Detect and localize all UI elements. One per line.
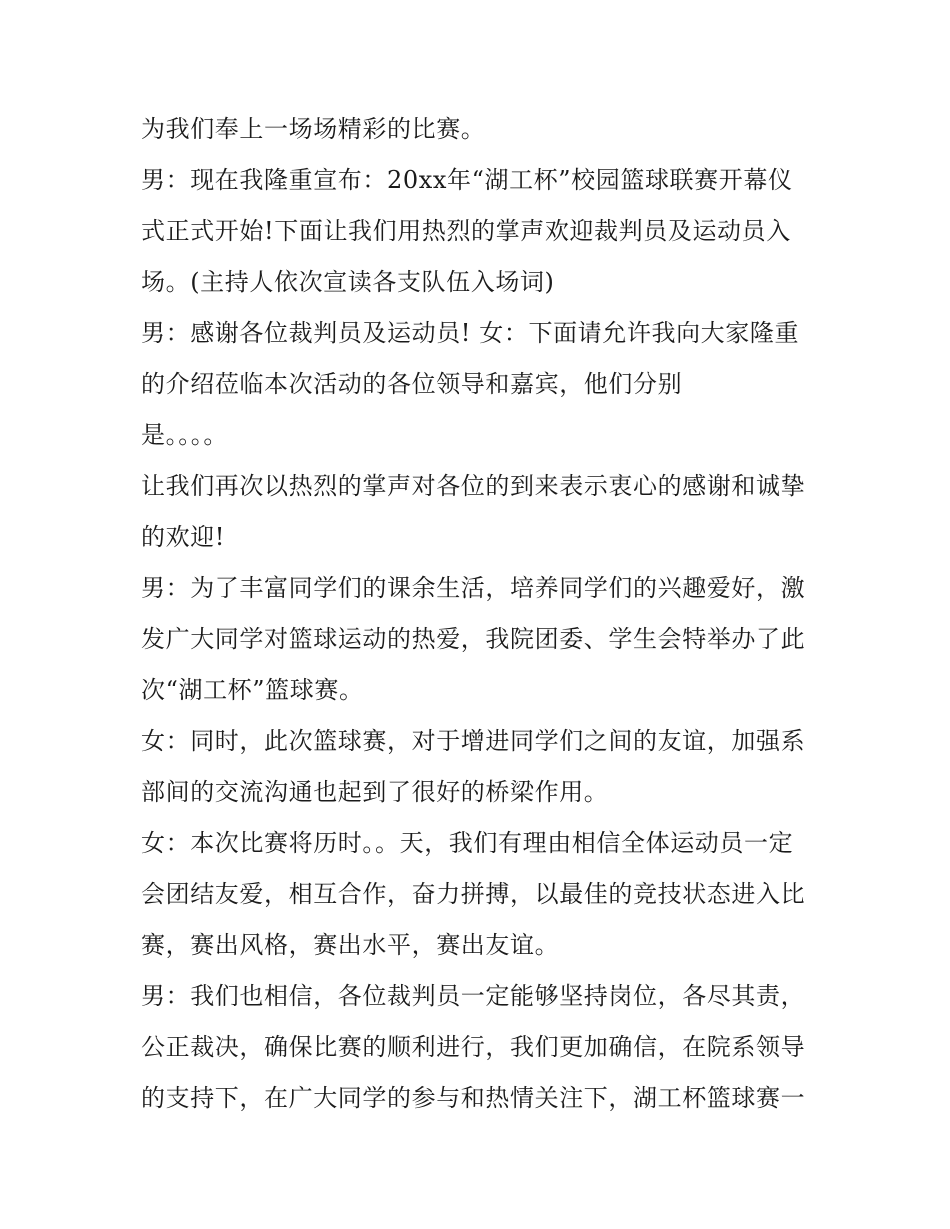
text-line: 的欢迎!: [141, 523, 226, 551]
text-line: 部间的交流沟通也起到了很好的桥梁作用。: [141, 778, 609, 806]
text-line: 男：为了丰富同学们的课余生活，培养同学们的兴趣爱好，激: [141, 574, 806, 602]
text-line: 式正式开始!下面让我们用热烈的掌声欢迎裁判员及运动员入: [141, 217, 791, 245]
text-line: 男：现在我隆重宣布：20xx年“湖工杯”校园篮球联赛开幕仪: [141, 166, 793, 194]
text-line: 会团结友爱，相互合作，奋力拼搏，以最佳的竞技状态进入比: [141, 880, 806, 908]
text-line: 男：我们也相信，各位裁判员一定能够坚持岗位，各尽其责，: [141, 982, 806, 1010]
text-line: 是。。。。: [141, 421, 228, 449]
text-line: 让我们再次以热烈的掌声对各位的到来表示衷心的感谢和诚挚: [141, 472, 806, 500]
text-line: 为我们奉上一场场精彩的比赛。: [141, 115, 486, 143]
text-line: 场。(主持人依次宣读各支队伍入场词): [141, 268, 555, 296]
text-line: 公正裁决，确保比赛的顺利进行，我们更加确信，在院系领导: [141, 1033, 806, 1061]
text-line: 的支持下，在广大同学的参与和热情关注下，湖工杯篮球赛一: [141, 1084, 806, 1112]
text-line: 女：本次比赛将历时。。天，我们有理由相信全体运动员一定: [141, 829, 794, 857]
text-line: 次“湖工杯”篮球赛。: [141, 676, 364, 704]
text-line: 赛，赛出风格，赛出水平，赛出友谊。: [141, 931, 560, 959]
text-line: 的介绍莅临本次活动的各位领导和嘉宾，他们分别: [141, 370, 683, 398]
text-line: 男：感谢各位裁判员及运动员! 女：下面请允许我向大家隆重: [141, 319, 800, 347]
text-line: 女：同时，此次篮球赛，对于增进同学们之间的友谊，加强系: [141, 727, 806, 755]
text-line: 发广大同学对篮球运动的热爱，我院团委、学生会特举办了此: [141, 625, 806, 653]
